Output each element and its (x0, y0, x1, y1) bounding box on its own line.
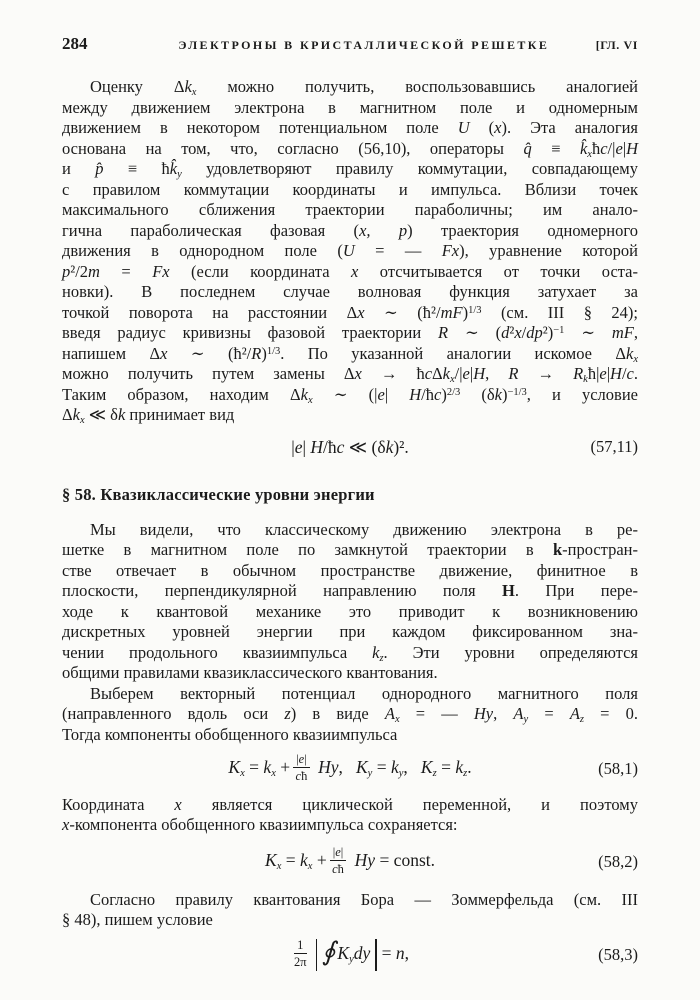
equation-58-3 (62, 936, 638, 971)
text-line: введя радиус кривизны фазовой траектории R ∼ $(d^2x/dp^2)^{-1}$ ∼ mF, (62, 323, 639, 342)
equation-body (265, 846, 435, 878)
text-line: $\Delta k_x$ ≪ δk принимает вид (62, 405, 235, 426)
equation-number: (57,11) (590, 437, 638, 456)
text-line: с правилом коммутации координаты и импульса. Вблизи точек (62, 179, 638, 199)
text-line: ходе к квантовой механике это приводит к возникновению (62, 601, 638, 621)
equation-rhs: Hy = const. (354, 849, 435, 870)
text-line: p²/2m = Fx (если координата x отсчитывается от точки оста- (62, 261, 639, 281)
equation-body: |e| H/ħc ≪ (δk)². (291, 436, 409, 457)
section-heading: § 58. Квазиклассические уровни энергии (62, 484, 375, 504)
text-line: можно получить путем замены Δx → ħcΔk$_x$/|e|H, $R \to R_kħ|e|H/c$. (62, 364, 638, 385)
right-vertical-bar (375, 939, 376, 971)
contour-integral-icon: ∮ (321, 936, 336, 966)
text-line: чении продольного квазиимпульса $k_z$. Эти уровни определяются (62, 642, 638, 664)
equation-rhs: Hy, $K_y = k_y$, $K_z = k_z$. (318, 756, 472, 779)
text-line: и p̂ ≡ $ħk̂_y$ удовлетворяют правилу коммутации, совпадающему (62, 159, 638, 180)
text-line: максимального сближения траектории параболичны; им анало- (62, 200, 638, 219)
paragraph-4 (62, 795, 638, 836)
text-line: плоскости, перпендикулярной направлению поля H. При пере- (62, 581, 638, 600)
text-line: Тогда компоненты обобщенного квазиимпульса (62, 724, 398, 744)
text-line: движения в однородном поле (U = — Fx), уравнение которой (62, 241, 638, 260)
fraction-denominator: 2π (294, 955, 307, 969)
text-line: между движением электрона в магнитном поле и одномерным (62, 97, 638, 117)
text-line: дискретных уровней энергии при каждом фиксированном зна- (62, 622, 638, 641)
text-line: общими правилами квазиклассического квантования. (62, 663, 438, 682)
fraction-denominator: cħ (295, 769, 308, 784)
text-line: Координата x является циклической переменной, и поэтому (62, 794, 638, 814)
equation-58-1 (62, 753, 638, 785)
chapter-label: [ГЛ. VI (595, 38, 638, 52)
text-line: (направленного вдоль оси z) в виде $A_x$ = — Hy, $A_y = A_z = 0$. (62, 704, 638, 725)
page-number: 284 (62, 34, 88, 53)
text-line: Таким образом, находим $\Delta k_x$ ∼ (|e| H/ħc)$^{2/3}$ $(\delta k)^{-1/3}$, и условие (62, 384, 638, 406)
text-line: стве отвечает в обычном пространстве движение, финитное в (62, 560, 638, 580)
text-line: x-компонента обобщенного квазиимпульса сохраняется: (62, 815, 458, 835)
equation-58-2 (62, 846, 638, 878)
text-line: напишем Δx ∼ (ħ²/R)$^{1/3}$. По указанной аналогии искомое $\Delta k_x$ (62, 343, 638, 365)
text-line: гична параболическая фазовая (x, p) траектория одномерного (62, 220, 638, 240)
paragraph-5 (62, 890, 638, 931)
fraction-denominator: cħ (332, 862, 344, 877)
fraction-numerator: |e| (293, 752, 310, 768)
equation-number: (58,2) (598, 851, 638, 871)
paragraph-1 (62, 77, 638, 426)
equation-body (291, 936, 409, 971)
text-line: Выберем векторный потенциал однородного магнитного поля (90, 683, 638, 703)
text-line: движением в некотором потенциальном поле U (x). Эта аналогия (62, 118, 639, 137)
paragraph-2 (62, 520, 638, 684)
fraction-numerator: |e| (330, 845, 347, 861)
text-line: шетке в магнитном поле по замкнутой траектории в k-простран- (62, 540, 638, 559)
equation-number: (58,3) (598, 944, 638, 964)
fraction (330, 845, 347, 877)
equation-57-11 (62, 437, 638, 458)
equation-rhs: = n, (381, 942, 409, 963)
equation-lhs: $K_x = k_x$ + (265, 849, 327, 872)
paragraph-3 (62, 684, 638, 746)
page-header (62, 34, 638, 54)
text-line: точкой поворота на расстоянии Δx ∼ (ħ²/mF)$^{1/3}$ (см. III § 24); (62, 302, 638, 322)
fraction (294, 938, 307, 970)
running-title: ЭЛЕКТРОНЫ В КРИСТАЛЛИЧЕСКОЙ РЕШЕТКЕ (178, 38, 550, 52)
text-line: основана на том, что, согласно (56,10), операторы q̂ ≡ $k̂_xħc/|e|H$ (62, 138, 638, 160)
fraction (293, 752, 310, 784)
equation-body (228, 753, 471, 785)
text-line: Мы видели, что классическому движению электрона в ре- (90, 519, 638, 539)
text-line: новки). В последнем случае волновая функция затухает за (62, 282, 638, 301)
equation-lhs: $K_x = k_x$ + (228, 756, 291, 779)
equation-number: (58,1) (598, 758, 638, 778)
text-line: § 48), пишем условие (62, 910, 213, 929)
fraction-numerator: 1 (294, 938, 307, 954)
left-vertical-bar (316, 939, 317, 971)
text-line: Оценку $\Delta k_x$ можно получить, воспользовавшись аналогией (90, 77, 638, 98)
equation-integrand: $K_ydy$ (337, 942, 371, 965)
text-line: Согласно правилу квантования Бора — Зоммерфельда (см. III (90, 889, 638, 909)
